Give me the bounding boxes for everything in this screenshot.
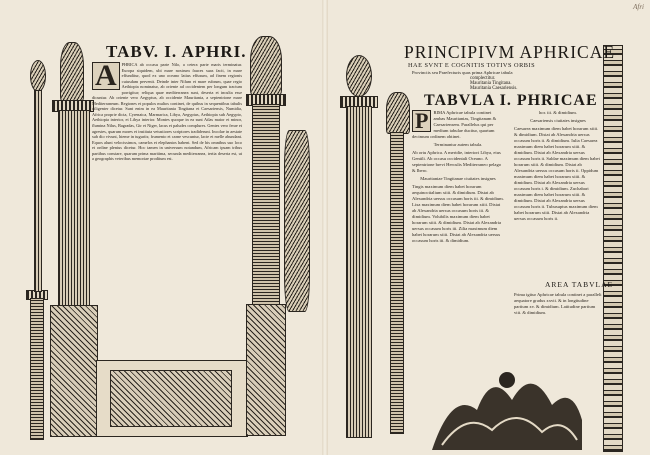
col1-cities: Tingis maximum diem habet horarum aequinoctialium xiiii. & dimidium. Distat ab Alexandria uersus occasum horis iii. & dimidium. Lixa maximum diem habet horarum xiiii. Distat ab Alexandria uersus occasum horis iii. & dimidium. Volubilis maximum diem habet horarum xiiii. & dimidium. Distat ab Alexandria uersus occasum horis iii. Zilia maximum diem habet horarum xiiii. Distat ab Alexandria uersus occasum horis iii. & dimidium. (412, 184, 504, 243)
left-page-title: TABV. I. APHRI. (106, 42, 247, 61)
torch-staff (34, 90, 42, 292)
left-statue-figure (60, 42, 84, 102)
right-page-small-figure (386, 92, 410, 134)
scene-head-icon (499, 372, 515, 388)
handwritten-note: Afri (633, 3, 644, 11)
left-body-paragraph: PHRICA ab occasu parte Nilo, a cetera parte maris terminatur. Europa siquidem, ubi mare nostrum fauces suas facit, in mare effunditur, quod ex uno oceano latius effusum, ad finem regionis cuiusdam pervenit. Deinde inter Nilum et mare rubrum, quae regio Aethiopia nominatur, ab oriente ad occidentem per longum tractum porrigitur; reliqua quae mediterranea sunt, deserta et inculta esse dicuntur. Ab oriente vero Aegyptus, ab occidente Mauritania, a septentrione mare Mediterraneum. Regiones et populos multos continet, de quibus in sequentibus tabulis diligenter dicetur. Sunt enim in ea Mauritania Tingitana et Caesariensis, Numidia, Africa proprie dicta, Cyrenaica, Marmarica, Libya, Aegyptus, Aethiopia sub Aegypto, Aethiopia interior, et Libya interior. Montes quoque in ea sunt Atlas maior et minor, flumina Nilus, Bagradas, Gir et Niger, lacus et paludes complures. Gentes vero ferae et agrestes, quarum mores et instituta vetustiores scriptores tradiderunt. Incolae in aestate sub dio vivunt, hieme in tuguriis; frumento et carne vescuntur, lacte et melle abundant. Equos alunt velocissimos, camelos et elephantos habent. Sed de his omnibus suo loco et ordine plenius dicetur. Hoc tamen in universum notandum, Africam ipsam tribus partibus constare, quarum prima maritima, secunda mediterranea, tertia deserta est, ut a geographis veteribus memoriae proditum est. (92, 62, 242, 162)
right-page-thin-column (390, 132, 404, 434)
left-column-shaft (58, 110, 90, 307)
col1-sub1: Terminantur autem tabula. (433, 142, 483, 147)
col1-terms: Ab ortu Aphrica. A meridie, interiori Libya, eius Gentili. Ab occasu occidentali Oceano. A septentrione brevi Herculis Mediterraneo pelago & Ibero. (412, 150, 502, 173)
left-body-text (92, 59, 242, 162)
right-dropcap: P (412, 110, 431, 132)
right-decorative-strip (603, 45, 623, 452)
col1-intro: RIMA Aphricae tabula continet ambas Mauritanias, Tingitanam & Caesariensem. Parallelus qui per medium tabulae ducitur, quartum decimum ordinem obtinet. (412, 110, 497, 139)
torch-icon (30, 60, 46, 92)
header-main: PRINCIPIVM APHRICAE (404, 42, 616, 62)
right-torch-icon (346, 55, 372, 97)
area-title: AREA TABVLAE (545, 280, 614, 289)
col2-sub: Caesariensis ciuitates insignes (530, 118, 586, 123)
area-text-block (514, 292, 602, 318)
left-dropcap: A (92, 62, 120, 90)
right-page-column (346, 106, 372, 438)
right-ornament-figure (284, 130, 310, 312)
header-line-1: complectitur. (470, 76, 496, 81)
sarcophagus-carving (110, 370, 232, 427)
left-pedestal (50, 305, 98, 437)
woodcut-scene (432, 350, 582, 450)
col1-sub2: Mauritaniae Tingitanae ciuitates insignes (420, 176, 496, 181)
header-sub2: Provinciis seu Praefecturis quas prima Aphricae tabula (412, 70, 513, 75)
left-page (0, 0, 322, 455)
header-line-3: Mauritania Caesariensis. (470, 86, 518, 91)
header-sub1: HAE SVNT E COGNITIS TOTIVS ORBIS (408, 62, 536, 69)
tabula-title: TABVLA I. PHRICAE (424, 92, 598, 109)
right-column-2 (514, 110, 602, 224)
header-line-2: Mauritania Tingitana. (470, 81, 512, 86)
col2-top: hor. iii. & dimidium. (538, 110, 578, 115)
col2-cities: Caesarea maximum diem habet horarum xiiii. & dimidium. Distat ab Alexandria uersus occasum horis ii. & dimidium. Iulia Caesarea maximum diem habet horarum xiiii. & dimidium. Distat ab Alexandria uersus occasum horis ii. Saldae maximum diem habet horarum xiiii. & dimidium. Distat ab Alexandria uersus occasum horis ii. Oppidum maximum diem habet horarum xiiii. & dimidium. Distat ab Alexandria uersus occasum horis i. & dimidium. Zuchabari maximum diem habet horarum xiiii. & dimidium. Distat ab Alexandria uersus occasum horis ii. Tubusuptus maximum diem habet horarum xiiii. Distat ab Alexandria uersus occasum horis ii. (514, 126, 600, 221)
right-pedestal (246, 304, 286, 436)
right-column-1 (412, 110, 504, 246)
griffin-figure (250, 36, 282, 96)
scene-figures (432, 384, 582, 450)
area-text: Prima igitur Aphricae tabula continet a paralleli aequatore gradus xxvii. & in longitudine partium xv. & dimidium. Latitudine partium viii. & dimidium. (514, 292, 602, 315)
left-small-column (30, 298, 44, 440)
right-column-shaft (252, 104, 280, 306)
